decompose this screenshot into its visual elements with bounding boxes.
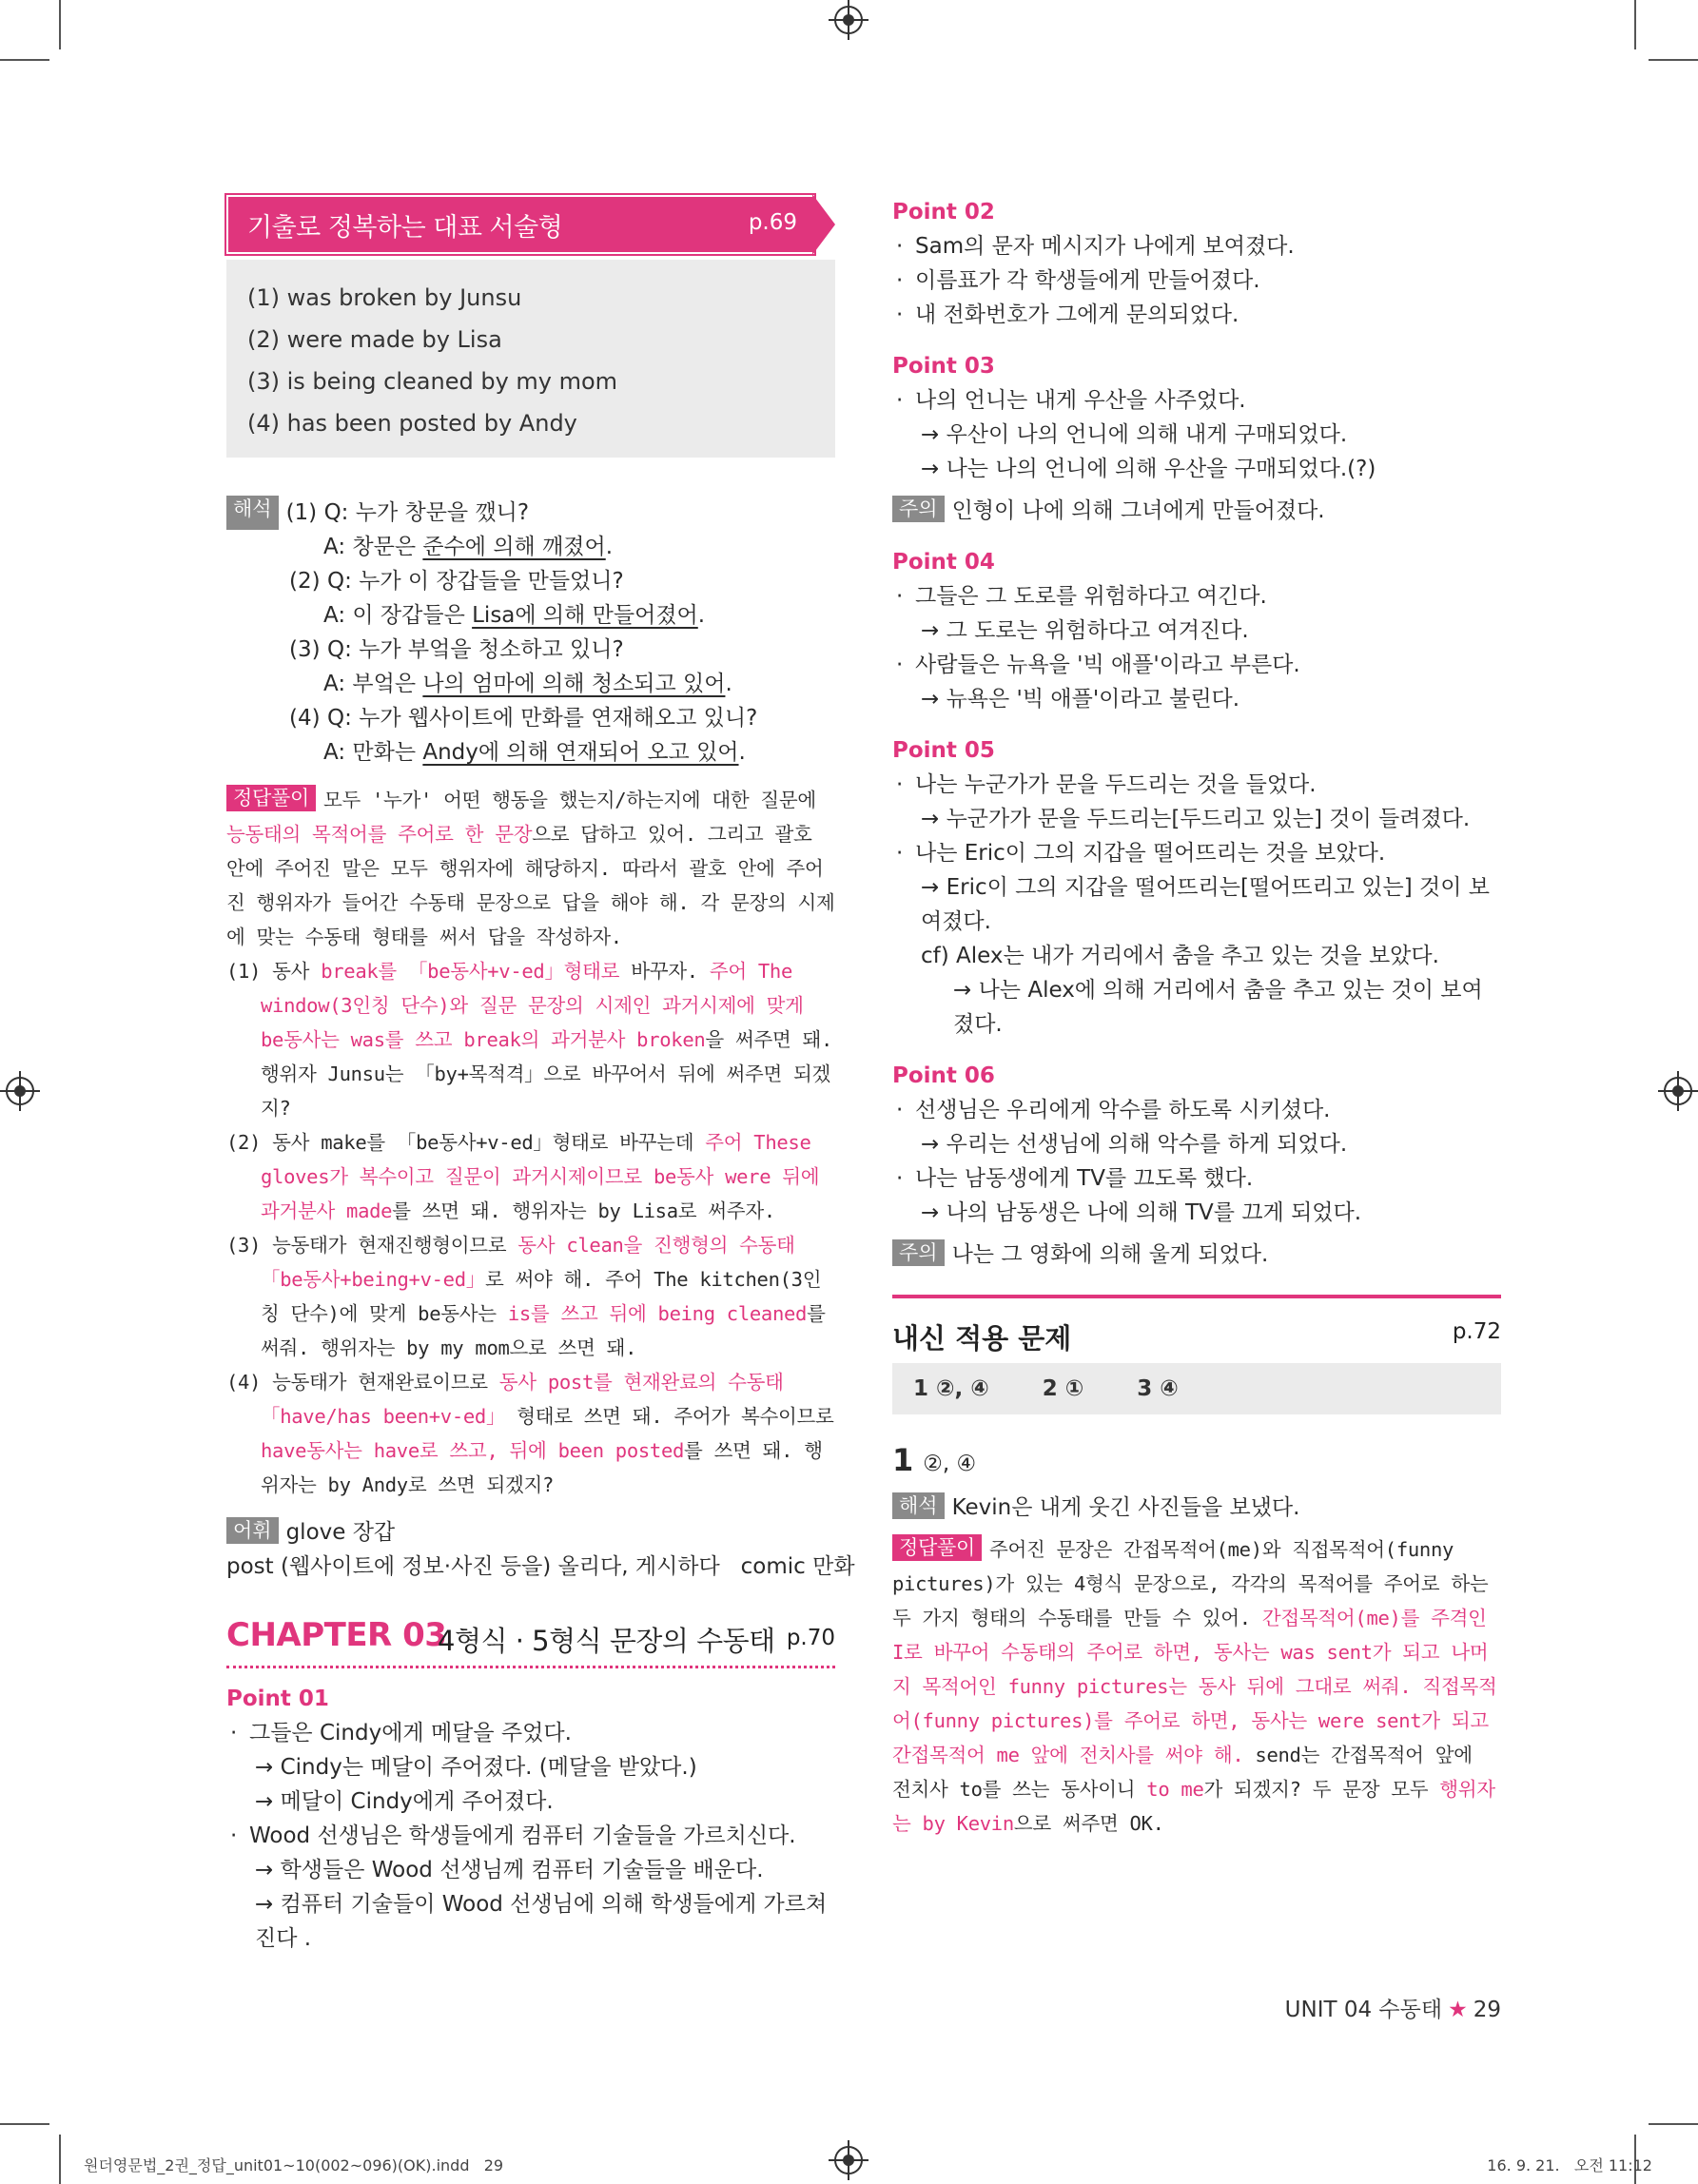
point-title: Point 02 (892, 200, 995, 224)
point-line: → 메달이 Cindy에게 주어졌다. (255, 1789, 554, 1814)
point-line: → Cindy는 메달이 주어졌다. (메달을 받았다.) (255, 1755, 697, 1780)
jeongdap-tag: 정답풀이 (892, 1534, 982, 1561)
crop-mark (59, 0, 61, 49)
point-line: → 누군가가 문을 두드리는[두드리고 있는] 것이 들려졌다. (921, 807, 1471, 831)
naesin-page: p.72 (1452, 1319, 1501, 1344)
point-line: · 사람들은 뉴욕을 '빅 애플'이라고 부른다. (892, 648, 1501, 682)
explanation-item: (2) 동사 make를 「be동사+v-ed」형태로 바꾸는데 주어 These gloves가 복수이고 질문이 과거시제이므로 be동사 were 뒤에 과거분사 made를 쓰면 돼. 행위자는 by Lisa로 써주자. (226, 1131, 820, 1222)
point-line: · 내 전화번호가 그에게 문의되었다. (892, 298, 1501, 332)
explanation-item: (4) 능동태가 현재완료이므로 동사 post를 현재완료의 수동태 「have/has been+v-ed」 형태로 쓰면 돼. 주어가 복수이므로 have동사는 have로 쓰고, 뒤에 been posted를 쓰면 돼. 행위자는 by Andy로 쓰면 되겠지? (226, 1371, 834, 1496)
point-line: · 그들은 그 도로를 위험하다고 여긴다. (892, 579, 1501, 614)
qa-question (226, 633, 835, 667)
explanation-item: (3) 능동태가 현재진행형이므로 동사 clean을 진행형의 수동태 「be동사+being+v-ed」로 써야 해. 주어 The kitchen(3인칭 단수)에 맞게 be동사는 is를 쓰고 뒤에 being cleaned를 써줘. 행위자는 by my mom으로 쓰면 돼. (226, 1234, 826, 1359)
vocab-tag: 어휘 (226, 1517, 279, 1544)
q1-jeongdap: 정답풀이 주어진 문장은 간접목적어(me)와 직접목적어(funny pictures)가 있는 4형식 문장으로, 각각의 목적어를 주어로 하는 두 가지 형태의 수동태를 만들 수 있어. 간접목적어(me)를 주격인 I로 바꾸어 수동태의 주어로 하면, 동사는 was sent가 되고 나머지 목적어인 funny pictures는 동사 뒤에 그대로 써줘. 직접목적어(funny pictures)를 주어로 하면, 동사는 were sent가 되고 간접목적어 me 앞에 전치사를 써야 해. send는 간접목적어 앞에 전치사 to를 쓰는 동사이니 to me가 되겠지? 두 문장 모두 행위자는 by Kevin으로 써주면 OK. (892, 1536, 1497, 1835)
qa-q: Q: 누가 이 장갑들을 만들었니? (327, 569, 624, 594)
page-number: 29 (1473, 1998, 1501, 2022)
banner-arrow (812, 194, 835, 255)
point-line: · Wood 선생님은 학생들에게 컴퓨터 기술들을 가르치신다. (226, 1819, 835, 1853)
haeseok-tag: 해석 (226, 496, 279, 530)
qa-number: (1) (285, 500, 318, 525)
page-footer: UNIT 04 수동태 ★ 29 (1284, 1998, 1501, 2022)
qa-number: (2) (289, 569, 321, 594)
point-title: Point 01 (226, 1687, 329, 1711)
point-title: Point 06 (892, 1063, 995, 1088)
haeseok-block (226, 496, 835, 770)
qa-question (226, 701, 835, 735)
jeongdap-intro: 정답풀이 모두 '누가' 어떤 행동을 했는지/하는지에 대한 질문에 능동태의 목적어를 주어로 한 문장으로 답하고 있어. 그리고 괄호 안에 주어진 말은 모두 행위자에 해당하지. 따라서 괄호 안에 주어진 행위자가 들어간 수동태 문장으로 답을 해야 해. 각 문장의 시제에 맞는 수동태 형태를 써서 답을 작성하자. (226, 787, 835, 948)
jeongdap-block (226, 783, 835, 1502)
naesin-answer: 3 ④ (1137, 1376, 1179, 1401)
answer-line: (3) is being cleaned by my mom (247, 368, 618, 395)
qa-q: Q: 누가 부엌을 청소하고 있니? (327, 637, 624, 662)
jeongdap-tag: 정답풀이 (226, 785, 316, 811)
section-divider (892, 1295, 1501, 1298)
chapter-heading (226, 1610, 835, 1664)
crop-mark (0, 59, 49, 61)
point-line: → 학생들은 Wood 선생님께 컴퓨터 기술들을 배운다. (255, 1858, 764, 1882)
crop-mark (1634, 0, 1636, 49)
question-number: 1 ②, ④ (892, 1442, 977, 1478)
naesin-answer: 2 ① (1042, 1376, 1084, 1401)
crop-mark (59, 2135, 61, 2184)
point-line: · Sam의 문자 메시지가 나에게 보여졌다. (892, 229, 1501, 263)
crop-mark (1649, 59, 1698, 61)
qa-answer: A: 이 장갑들은 Lisa에 의해 만들어졌어. (323, 603, 706, 628)
right-column (892, 195, 1501, 1841)
naesin-title: 내신 적용 문제 (892, 1322, 1072, 1355)
qa-answer: A: 만화는 Andy에 의해 연재되어 오고 있어. (323, 740, 746, 765)
answer-line: (2) were made by Lisa (247, 326, 502, 353)
point-line: → 컴퓨터 기술들이 Wood 선생님에 의해 학생들에게 가르쳐진다 . (255, 1892, 828, 1951)
print-slug-file: 원더영문법_2권_정답_unit01~10(002~096)(OK).indd 29 (84, 2156, 504, 2174)
naesin-answer-bar (892, 1363, 1501, 1414)
qa-q: Q: 누가 창문을 깼니? (323, 500, 530, 525)
question-answer: ②, ④ (923, 1452, 977, 1476)
registration-mark-icon (6, 1077, 34, 1105)
caution-tag: 주의 (892, 496, 945, 522)
haeseok-tag: 해석 (892, 1492, 945, 1519)
print-slug-date: 16. 9. 21. 오전 11:12 (1487, 2156, 1652, 2174)
registration-mark-icon (834, 6, 863, 34)
point-line: → 우산이 나의 언니에 의해 내게 구매되었다. (921, 422, 1348, 447)
point-line: · 이름표가 각 학생들에게 만들어졌다. (892, 263, 1501, 298)
qa-number: (4) (289, 706, 321, 731)
answer-line: (4) has been posted by Andy (247, 410, 577, 437)
point-line: → 우리는 선생님에 의해 악수를 하게 되었다. (921, 1132, 1348, 1157)
vocab-block (226, 1515, 855, 1584)
point-line: → 나는 Alex에 의해 거리에서 춤을 추고 있는 것이 보여졌다. (953, 978, 1483, 1037)
point-line: · 나는 누군가가 문을 두드리는 것을 들었다. (892, 768, 1501, 802)
chapter-page: p.70 (786, 1626, 835, 1650)
left-column (226, 195, 855, 1956)
registration-mark-icon (834, 2146, 863, 2174)
crop-mark (0, 2123, 49, 2125)
point-line: · 선생님은 우리에게 악수를 하도록 시키셨다. (892, 1093, 1501, 1127)
dotted-divider (226, 1666, 835, 1668)
caution-note: 주의 나는 그 영화에 의해 울게 되었다. (892, 1238, 1501, 1272)
qa-q: Q: 누가 웹사이트에 만화를 연재해오고 있니? (327, 706, 758, 731)
vocab-line: glove 장갑 (285, 1520, 396, 1545)
qa-answer: A: 창문은 준수에 의해 깨졌어. (323, 535, 614, 559)
caution-note: 주의 인형이 나에 의해 그녀에게 만들어졌다. (892, 494, 1501, 528)
point-line: · 나의 언니는 내게 우산을 사주었다. (892, 383, 1501, 418)
vocab-line: post (웹사이트에 정보·사진 등을) 올리다, 게시하다 comic 만화 (226, 1554, 855, 1579)
banner-title: 기출로 정복하는 대표 서술형 (247, 213, 563, 243)
answer-box (226, 260, 835, 458)
qa-answer: A: 부엌은 나의 엄마에 의해 청소되고 있어. (323, 672, 732, 696)
point-line: · 나는 Eric이 그의 지갑을 떨어뜨리는 것을 보았다. (892, 836, 1501, 870)
explanation-item: (1) 동사 break를 「be동사+v-ed」형태로 바꾸자. 주어 The window(3인칭 단수)와 질문 문장의 시제인 과거시제에 맞게 be동사는 was를 쓰고 break의 과거분사 broken을 써주면 돼. 행위자 Junsu는 「by+목적격」으로 바꾸어서 뒤에 써주면 되겠지? (226, 960, 833, 1120)
point-line: cf) Alex는 내가 거리에서 춤을 추고 있는 것을 보았다. (921, 944, 1439, 968)
point-title: Point 03 (892, 354, 995, 379)
star-icon: ★ (1448, 1998, 1468, 2022)
point-line: → 뉴욕은 '빅 애플'이라고 불린다. (921, 687, 1240, 712)
point-line: · 나는 남동생에게 TV를 끄도록 했다. (892, 1161, 1501, 1196)
caution-tag: 주의 (892, 1239, 945, 1266)
point-line: → 나는 나의 언니에 의해 우산을 구매되었다.(?) (921, 457, 1376, 481)
banner-page: p.69 (748, 210, 797, 235)
section-banner (226, 195, 835, 254)
chapter-label: CHAPTER 03 (226, 1616, 447, 1654)
qa-number: (3) (289, 637, 321, 662)
point-title: Point 05 (892, 738, 995, 763)
registration-mark-icon (1664, 1077, 1692, 1105)
chapter-title: 4형식 · 5형식 문장의 수동태 (438, 1625, 775, 1657)
qa-question (226, 564, 835, 598)
naesin-heading (892, 1308, 1501, 1359)
point-title: Point 04 (892, 550, 995, 575)
point-line: → 나의 남동생은 나에 의해 TV를 끄게 되었다. (921, 1200, 1362, 1225)
crop-mark (1649, 2123, 1698, 2125)
qa-question (226, 496, 835, 530)
point-line: → 그 도로는 위험하다고 여겨진다. (921, 618, 1249, 643)
point-line: → Eric이 그의 지갑을 떨어뜨리는[떨어뜨리고 있는] 것이 보여졌다. (921, 875, 1490, 934)
point-line: · 그들은 Cindy에게 메달을 주었다. (226, 1716, 835, 1750)
q1-haeseok: 해석 Kevin은 내게 웃긴 사진들을 보냈다. (892, 1491, 1501, 1525)
answer-line: (1) was broken by Junsu (247, 284, 522, 311)
naesin-answer: 1 ②, ④ (913, 1376, 989, 1401)
